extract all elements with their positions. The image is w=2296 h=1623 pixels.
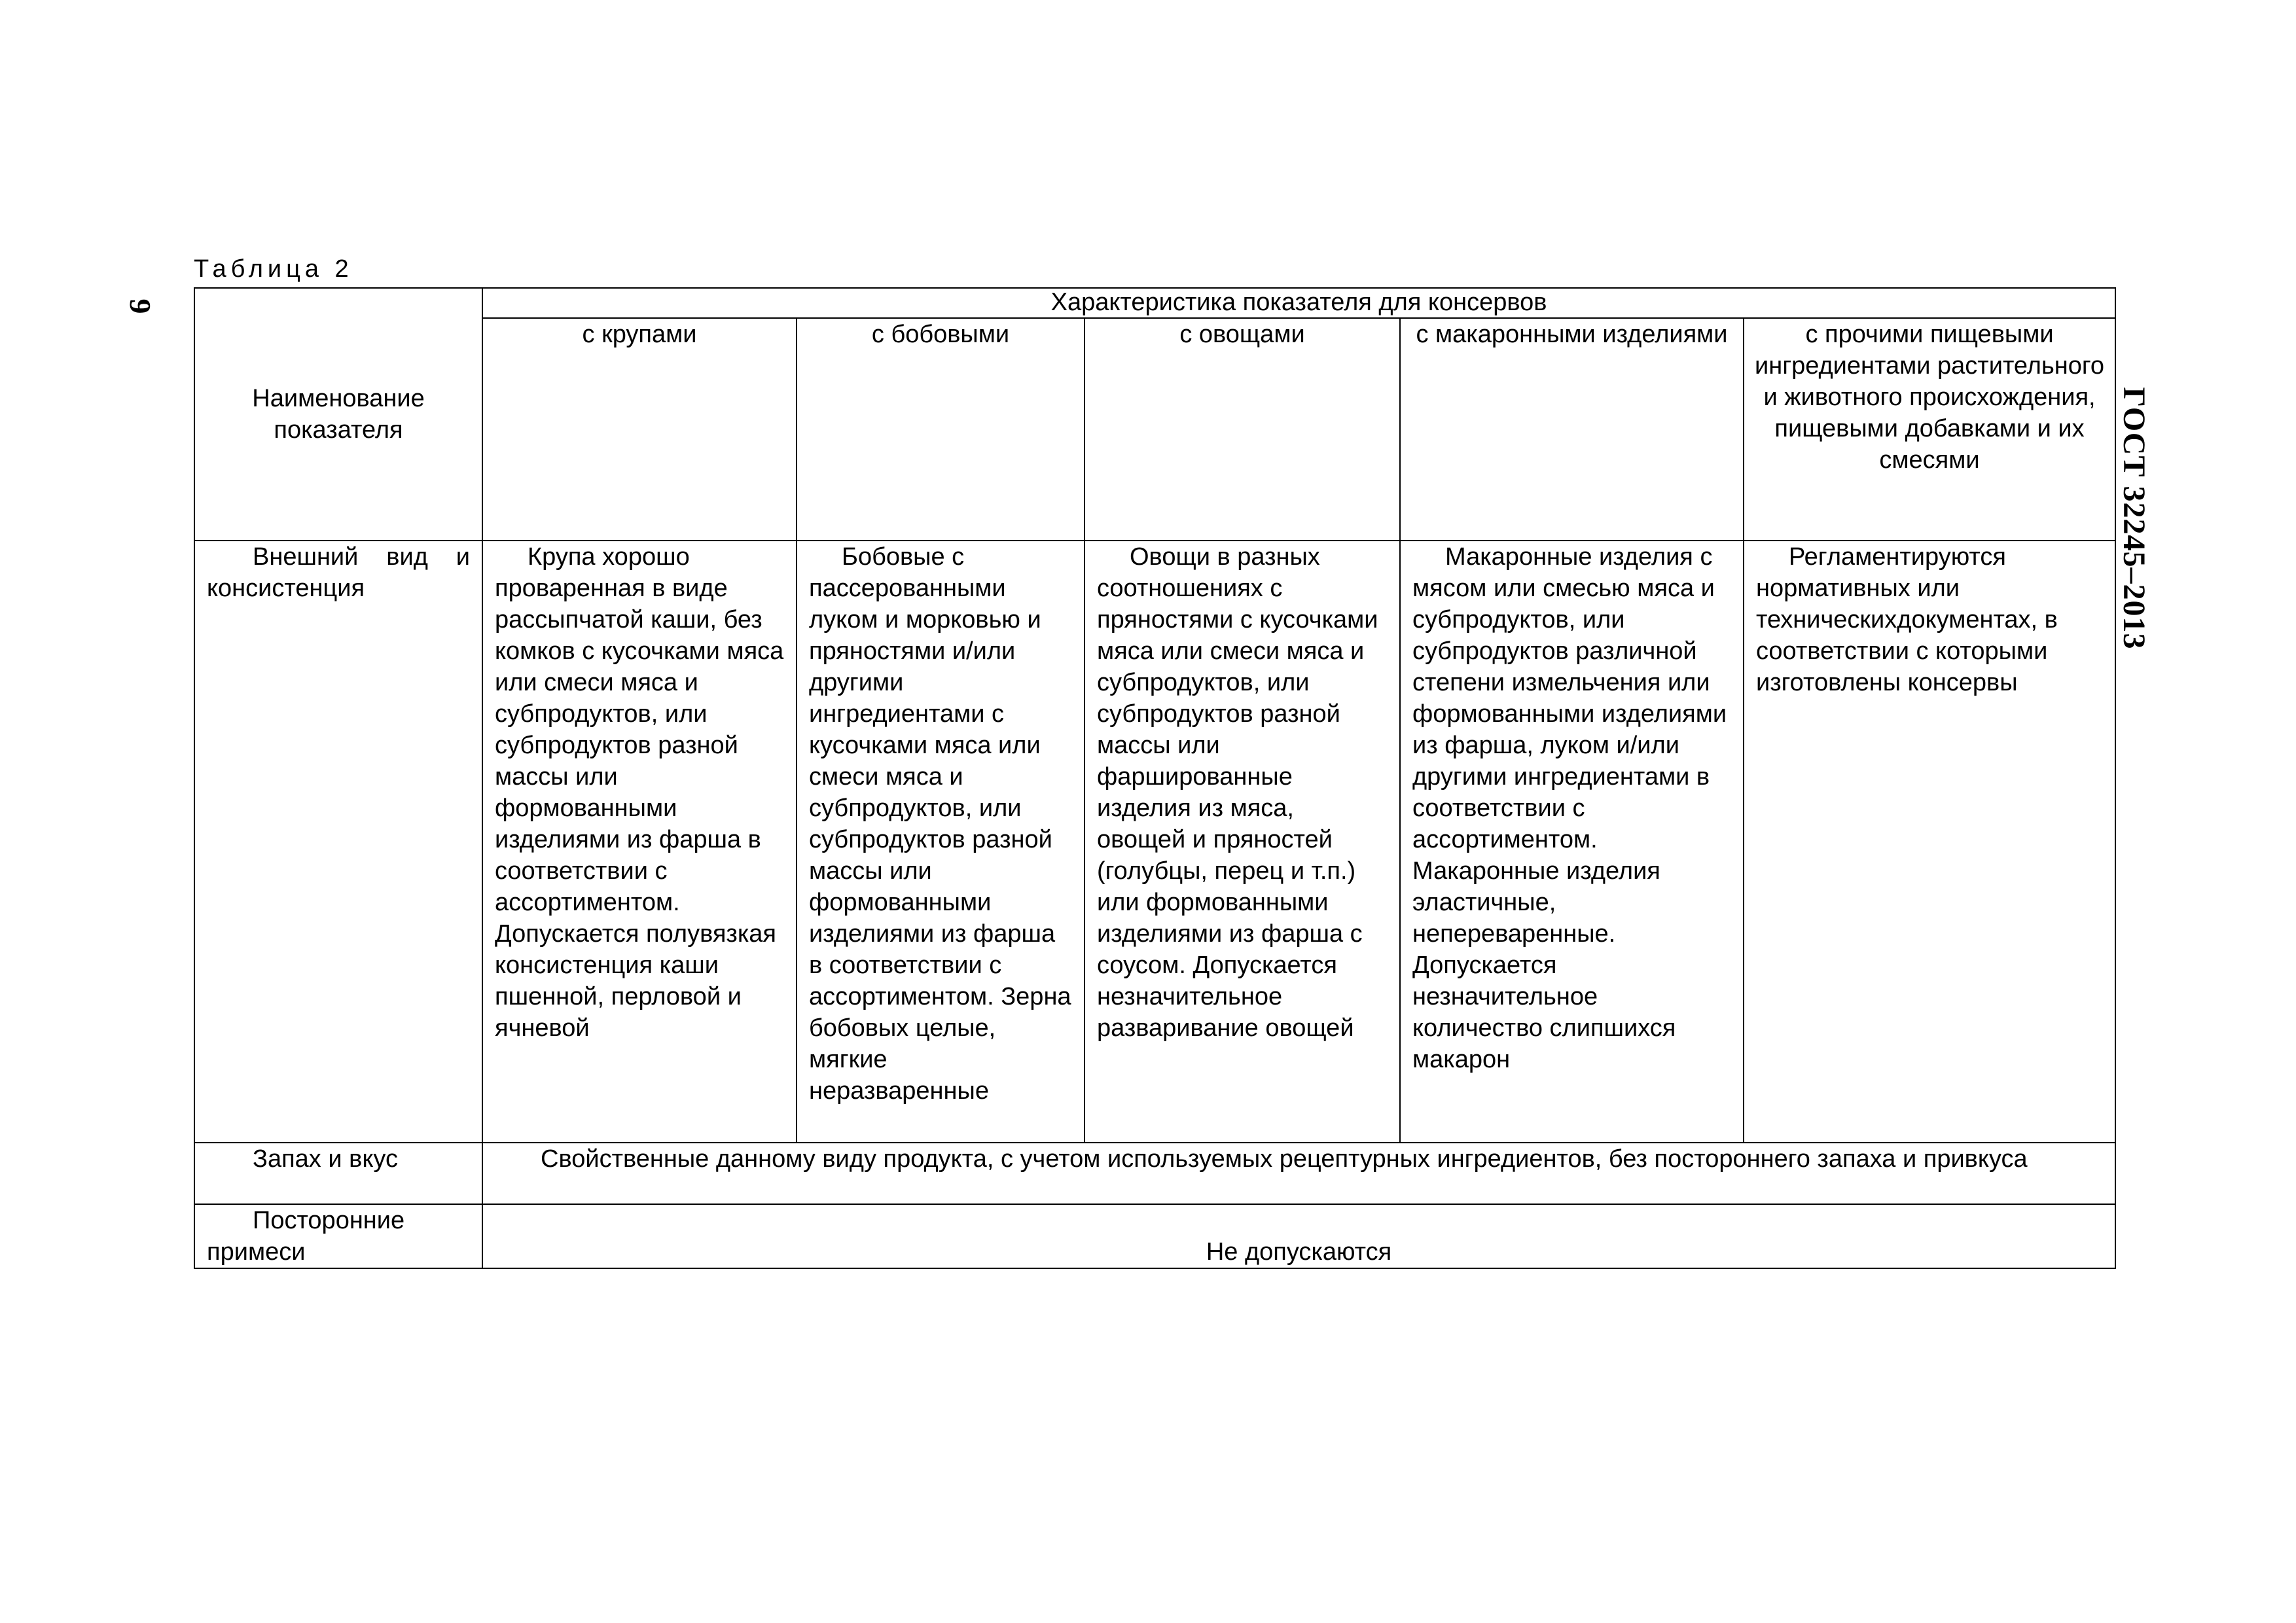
header-indicator-name: Наименование показателя — [194, 288, 482, 541]
header-row-group — [194, 288, 2115, 318]
header-row-columns — [194, 318, 2115, 541]
header-col-other: с прочими пищевыми ингредиентами растительного и животного происхождения, пищевыми добавками и их смесями — [1744, 318, 2115, 541]
row-appearance — [194, 541, 2115, 1143]
page-number: 9 — [124, 298, 157, 314]
row-smell-value: Свойственные данному виду продукта, с учетом используемых рецептурных ингредиентов, без постороннего запаха и привкуса — [482, 1143, 2115, 1204]
header-col-vegetables: с овощами — [1085, 318, 1400, 541]
header-col-legumes: с бобовыми — [797, 318, 1085, 541]
cell-cereals: Крупа хорошо проваренная в виде рассыпчатой каши, без комков с кусочками мяса или смеси мяса и субпродуктов, или субпродуктов разной массы или формованными изделиями из фарша в соответствии с ассортиментом. Допускается полувязкая консистенция каши пшенной, перловой и ячневой — [482, 541, 797, 1143]
cell-legumes: Бобовые с пассерованными луком и морковью и пряностями и/или другими ингредиентами с кусочками мяса или смеси мяса и субпродуктов, или субпродуктов разной массы или формованными изделиями из фарша в соответствии с ассортиментом. Зерна бобовых целые, мягкие неразваренные — [797, 541, 1085, 1143]
header-col-cereals: с крупами — [482, 318, 797, 541]
row-impurities-value: Не допускаются — [482, 1204, 2115, 1268]
cell-other: Регламентируются нормативных или техническихдокументах, в соответствии с которыми изготовлены консервы — [1744, 541, 2115, 1143]
table-caption: Таблица 2 — [194, 255, 353, 283]
row-impurities-name: Посторонние примеси — [194, 1204, 482, 1268]
indicators-table — [194, 287, 2116, 1269]
cell-pasta: Макаронные изделия с мясом или смесью мяса и субпродуктов, или субпродуктов различной степени измельчения или формованными изделиями из фарша, луком и/или другими ингредиентами в соответствии с ассортиментом. Макаронные изделия эластичные, непереваренные. Допускается незначительное количество слипшихся макарон — [1400, 541, 1744, 1143]
row-smell-name: Запах и вкус — [194, 1143, 482, 1204]
row-smell — [194, 1143, 2115, 1204]
header-group-title: Характеристика показателя для консервов — [482, 288, 2115, 318]
row-appearance-name: Внешний вид и консистенция — [194, 541, 482, 1143]
row-impurities — [194, 1204, 2115, 1268]
header-col-pasta: с макаронными изделиями — [1400, 318, 1744, 541]
cell-vegetables: Овощи в разных соотношениях с пряностями с кусочками мяса или смеси мяса и субпродуктов, или субпродуктов разной массы или фаршированные изделия из мяса, овощей и пряностей (голубцы, перец и т.п.) или формованными изделиями из фарша с соусом. Допускается незначительное разваривание овощей — [1085, 541, 1400, 1143]
document-code: ГОСТ 32245–2013 — [2117, 387, 2151, 650]
